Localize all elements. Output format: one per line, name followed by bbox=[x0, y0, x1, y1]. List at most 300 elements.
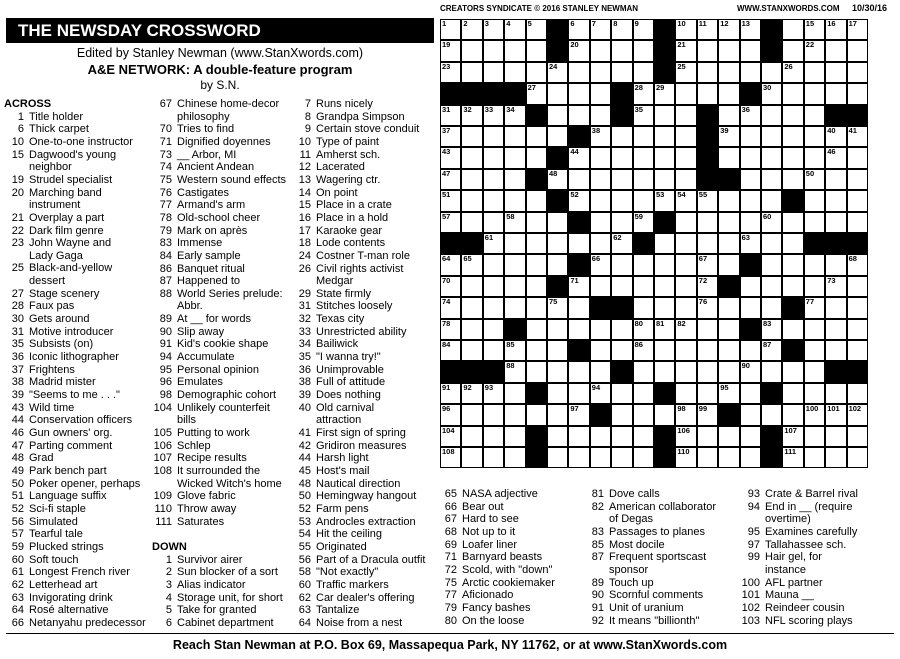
grid-cell[interactable] bbox=[718, 383, 739, 404]
grid-cell[interactable] bbox=[825, 62, 846, 83]
grid-cell[interactable] bbox=[740, 361, 761, 382]
grid-cell[interactable] bbox=[825, 212, 846, 233]
grid-cell[interactable] bbox=[804, 340, 825, 361]
grid-cell[interactable] bbox=[633, 169, 654, 190]
grid-cell[interactable] bbox=[825, 276, 846, 297]
grid-cell[interactable] bbox=[825, 190, 846, 211]
grid-cell[interactable] bbox=[761, 361, 782, 382]
grid-cell[interactable] bbox=[782, 447, 803, 468]
grid-cell[interactable] bbox=[847, 190, 868, 211]
grid-cell[interactable] bbox=[804, 19, 825, 40]
grid-cell[interactable] bbox=[847, 62, 868, 83]
grid-cell[interactable] bbox=[847, 426, 868, 447]
grid-cell[interactable] bbox=[461, 126, 482, 147]
grid-cell[interactable] bbox=[440, 212, 461, 233]
grid-cell[interactable] bbox=[740, 276, 761, 297]
grid-cell[interactable] bbox=[654, 404, 675, 425]
grid-cell[interactable] bbox=[697, 233, 718, 254]
grid-cell[interactable] bbox=[590, 40, 611, 61]
grid-cell[interactable] bbox=[804, 319, 825, 340]
grid-cell[interactable] bbox=[504, 147, 525, 168]
grid-cell[interactable] bbox=[568, 276, 589, 297]
grid-cell[interactable] bbox=[740, 447, 761, 468]
grid-cell[interactable] bbox=[547, 62, 568, 83]
grid-cell[interactable] bbox=[654, 105, 675, 126]
grid-cell[interactable] bbox=[461, 254, 482, 275]
grid-cell[interactable] bbox=[675, 319, 696, 340]
grid-cell[interactable] bbox=[697, 62, 718, 83]
grid-cell[interactable] bbox=[804, 361, 825, 382]
grid-cell[interactable] bbox=[526, 340, 547, 361]
grid-cell[interactable] bbox=[697, 383, 718, 404]
grid-cell[interactable] bbox=[675, 83, 696, 104]
grid-cell[interactable] bbox=[782, 404, 803, 425]
grid-cell[interactable] bbox=[675, 126, 696, 147]
grid-cell[interactable] bbox=[782, 254, 803, 275]
grid-cell[interactable] bbox=[654, 297, 675, 318]
grid-cell[interactable] bbox=[633, 83, 654, 104]
grid-cell[interactable] bbox=[590, 62, 611, 83]
grid-cell[interactable] bbox=[740, 19, 761, 40]
grid-cell[interactable] bbox=[847, 83, 868, 104]
grid-cell[interactable] bbox=[547, 169, 568, 190]
grid-cell[interactable] bbox=[568, 147, 589, 168]
grid-cell[interactable] bbox=[825, 147, 846, 168]
grid-cell[interactable] bbox=[611, 212, 632, 233]
grid-cell[interactable] bbox=[590, 83, 611, 104]
grid-cell[interactable] bbox=[825, 169, 846, 190]
grid-cell[interactable] bbox=[483, 319, 504, 340]
grid-cell[interactable] bbox=[526, 126, 547, 147]
grid-cell[interactable] bbox=[697, 447, 718, 468]
grid-cell[interactable] bbox=[504, 105, 525, 126]
grid-cell[interactable] bbox=[740, 40, 761, 61]
grid-cell[interactable] bbox=[697, 319, 718, 340]
grid-cell[interactable] bbox=[483, 233, 504, 254]
grid-cell[interactable] bbox=[782, 361, 803, 382]
grid-cell[interactable] bbox=[804, 169, 825, 190]
grid-cell[interactable] bbox=[568, 190, 589, 211]
grid-cell[interactable] bbox=[740, 233, 761, 254]
grid-cell[interactable] bbox=[740, 147, 761, 168]
grid-cell[interactable] bbox=[697, 19, 718, 40]
grid-cell[interactable] bbox=[697, 361, 718, 382]
grid-cell[interactable] bbox=[590, 233, 611, 254]
grid-cell[interactable] bbox=[611, 340, 632, 361]
grid-cell[interactable] bbox=[504, 361, 525, 382]
grid-cell[interactable] bbox=[718, 233, 739, 254]
grid-cell[interactable] bbox=[633, 40, 654, 61]
grid-cell[interactable] bbox=[504, 40, 525, 61]
grid-cell[interactable] bbox=[633, 404, 654, 425]
grid-cell[interactable] bbox=[461, 105, 482, 126]
grid-cell[interactable] bbox=[440, 404, 461, 425]
grid-cell[interactable] bbox=[547, 426, 568, 447]
grid-cell[interactable] bbox=[804, 62, 825, 83]
grid-cell[interactable] bbox=[761, 233, 782, 254]
grid-cell[interactable] bbox=[825, 126, 846, 147]
grid-cell[interactable] bbox=[697, 276, 718, 297]
grid-cell[interactable] bbox=[547, 447, 568, 468]
grid-cell[interactable] bbox=[483, 190, 504, 211]
grid-cell[interactable] bbox=[654, 340, 675, 361]
grid-cell[interactable] bbox=[461, 340, 482, 361]
grid-cell[interactable] bbox=[718, 212, 739, 233]
grid-cell[interactable] bbox=[526, 361, 547, 382]
grid-cell[interactable] bbox=[547, 212, 568, 233]
grid-cell[interactable] bbox=[483, 297, 504, 318]
grid-cell[interactable] bbox=[718, 19, 739, 40]
grid-cell[interactable] bbox=[825, 19, 846, 40]
grid-cell[interactable] bbox=[504, 404, 525, 425]
grid-cell[interactable] bbox=[718, 297, 739, 318]
grid-cell[interactable] bbox=[847, 297, 868, 318]
grid-cell[interactable] bbox=[740, 340, 761, 361]
grid-cell[interactable] bbox=[675, 447, 696, 468]
grid-cell[interactable] bbox=[718, 254, 739, 275]
grid-cell[interactable] bbox=[633, 62, 654, 83]
grid-cell[interactable] bbox=[825, 404, 846, 425]
grid-cell[interactable] bbox=[675, 62, 696, 83]
grid-cell[interactable] bbox=[461, 190, 482, 211]
grid-cell[interactable] bbox=[825, 426, 846, 447]
grid-cell[interactable] bbox=[633, 297, 654, 318]
grid-cell[interactable] bbox=[568, 83, 589, 104]
grid-cell[interactable] bbox=[804, 276, 825, 297]
grid-cell[interactable] bbox=[483, 105, 504, 126]
grid-cell[interactable] bbox=[461, 383, 482, 404]
grid-cell[interactable] bbox=[440, 190, 461, 211]
grid-cell[interactable] bbox=[804, 447, 825, 468]
grid-cell[interactable] bbox=[804, 212, 825, 233]
grid-cell[interactable] bbox=[761, 340, 782, 361]
grid-cell[interactable] bbox=[483, 276, 504, 297]
grid-cell[interactable] bbox=[761, 404, 782, 425]
grid-cell[interactable] bbox=[568, 233, 589, 254]
grid-cell[interactable] bbox=[590, 190, 611, 211]
grid-cell[interactable] bbox=[590, 254, 611, 275]
grid-cell[interactable] bbox=[782, 233, 803, 254]
grid-cell[interactable] bbox=[504, 426, 525, 447]
grid-cell[interactable] bbox=[825, 254, 846, 275]
grid-cell[interactable] bbox=[611, 19, 632, 40]
grid-cell[interactable] bbox=[440, 40, 461, 61]
grid-cell[interactable] bbox=[847, 40, 868, 61]
grid-cell[interactable] bbox=[675, 383, 696, 404]
grid-cell[interactable] bbox=[654, 233, 675, 254]
grid-cell[interactable] bbox=[740, 105, 761, 126]
grid-cell[interactable] bbox=[633, 340, 654, 361]
grid-cell[interactable] bbox=[633, 319, 654, 340]
grid-cell[interactable] bbox=[740, 297, 761, 318]
grid-cell[interactable] bbox=[804, 254, 825, 275]
grid-cell[interactable] bbox=[654, 319, 675, 340]
grid-cell[interactable] bbox=[440, 254, 461, 275]
grid-cell[interactable] bbox=[675, 404, 696, 425]
grid-cell[interactable] bbox=[483, 147, 504, 168]
grid-cell[interactable] bbox=[504, 169, 525, 190]
grid-cell[interactable] bbox=[718, 340, 739, 361]
grid-cell[interactable] bbox=[483, 126, 504, 147]
grid-cell[interactable] bbox=[740, 426, 761, 447]
grid-cell[interactable] bbox=[526, 404, 547, 425]
grid-cell[interactable] bbox=[590, 276, 611, 297]
grid-cell[interactable] bbox=[782, 276, 803, 297]
grid-cell[interactable] bbox=[633, 212, 654, 233]
grid-cell[interactable] bbox=[761, 254, 782, 275]
grid-cell[interactable] bbox=[675, 147, 696, 168]
grid-cell[interactable] bbox=[782, 19, 803, 40]
grid-cell[interactable] bbox=[461, 212, 482, 233]
grid-cell[interactable] bbox=[440, 426, 461, 447]
grid-cell[interactable] bbox=[568, 105, 589, 126]
grid-cell[interactable] bbox=[697, 254, 718, 275]
grid-cell[interactable] bbox=[804, 383, 825, 404]
grid-cell[interactable] bbox=[568, 383, 589, 404]
grid-cell[interactable] bbox=[654, 361, 675, 382]
grid-cell[interactable] bbox=[440, 447, 461, 468]
grid-cell[interactable] bbox=[633, 19, 654, 40]
grid-cell[interactable] bbox=[590, 340, 611, 361]
grid-cell[interactable] bbox=[547, 383, 568, 404]
grid-cell[interactable] bbox=[718, 83, 739, 104]
grid-cell[interactable] bbox=[568, 447, 589, 468]
grid-cell[interactable] bbox=[718, 126, 739, 147]
grid-cell[interactable] bbox=[825, 319, 846, 340]
grid-cell[interactable] bbox=[461, 319, 482, 340]
grid-cell[interactable] bbox=[675, 212, 696, 233]
grid-cell[interactable] bbox=[782, 126, 803, 147]
grid-cell[interactable] bbox=[697, 404, 718, 425]
grid-cell[interactable] bbox=[504, 126, 525, 147]
grid-cell[interactable] bbox=[526, 233, 547, 254]
grid-cell[interactable] bbox=[590, 105, 611, 126]
grid-cell[interactable] bbox=[461, 19, 482, 40]
grid-cell[interactable] bbox=[804, 190, 825, 211]
grid-cell[interactable] bbox=[461, 404, 482, 425]
grid-cell[interactable] bbox=[697, 426, 718, 447]
grid-cell[interactable] bbox=[761, 105, 782, 126]
grid-cell[interactable] bbox=[654, 147, 675, 168]
grid-cell[interactable] bbox=[782, 383, 803, 404]
grid-cell[interactable] bbox=[847, 276, 868, 297]
grid-cell[interactable] bbox=[825, 447, 846, 468]
grid-cell[interactable] bbox=[847, 254, 868, 275]
grid-cell[interactable] bbox=[526, 190, 547, 211]
grid-cell[interactable] bbox=[461, 40, 482, 61]
grid-cell[interactable] bbox=[633, 361, 654, 382]
grid-cell[interactable] bbox=[718, 105, 739, 126]
grid-cell[interactable] bbox=[611, 276, 632, 297]
grid-cell[interactable] bbox=[697, 83, 718, 104]
grid-cell[interactable] bbox=[504, 276, 525, 297]
grid-cell[interactable] bbox=[590, 212, 611, 233]
grid-cell[interactable] bbox=[590, 361, 611, 382]
grid-cell[interactable] bbox=[440, 297, 461, 318]
grid-cell[interactable] bbox=[782, 83, 803, 104]
grid-cell[interactable] bbox=[761, 190, 782, 211]
grid-cell[interactable] bbox=[547, 361, 568, 382]
grid-cell[interactable] bbox=[547, 83, 568, 104]
grid-cell[interactable] bbox=[547, 404, 568, 425]
grid-cell[interactable] bbox=[654, 83, 675, 104]
grid-cell[interactable] bbox=[633, 383, 654, 404]
grid-cell[interactable] bbox=[847, 340, 868, 361]
grid-cell[interactable] bbox=[568, 319, 589, 340]
grid-cell[interactable] bbox=[483, 169, 504, 190]
grid-cell[interactable] bbox=[568, 169, 589, 190]
grid-cell[interactable] bbox=[740, 62, 761, 83]
grid-cell[interactable] bbox=[633, 190, 654, 211]
grid-cell[interactable] bbox=[547, 319, 568, 340]
grid-cell[interactable] bbox=[761, 297, 782, 318]
grid-cell[interactable] bbox=[633, 447, 654, 468]
grid-cell[interactable] bbox=[675, 105, 696, 126]
grid-cell[interactable] bbox=[847, 212, 868, 233]
grid-cell[interactable] bbox=[697, 190, 718, 211]
grid-cell[interactable] bbox=[761, 83, 782, 104]
grid-cell[interactable] bbox=[440, 276, 461, 297]
grid-cell[interactable] bbox=[568, 426, 589, 447]
grid-cell[interactable] bbox=[718, 426, 739, 447]
grid-cell[interactable] bbox=[440, 62, 461, 83]
grid-cell[interactable] bbox=[718, 447, 739, 468]
grid-cell[interactable] bbox=[761, 147, 782, 168]
grid-cell[interactable] bbox=[504, 19, 525, 40]
grid-cell[interactable] bbox=[740, 169, 761, 190]
grid-cell[interactable] bbox=[697, 297, 718, 318]
grid-cell[interactable] bbox=[761, 126, 782, 147]
grid-cell[interactable] bbox=[782, 40, 803, 61]
grid-cell[interactable] bbox=[504, 297, 525, 318]
grid-cell[interactable] bbox=[483, 426, 504, 447]
grid-cell[interactable] bbox=[461, 426, 482, 447]
grid-cell[interactable] bbox=[654, 190, 675, 211]
grid-cell[interactable] bbox=[675, 426, 696, 447]
grid-cell[interactable] bbox=[761, 169, 782, 190]
grid-cell[interactable] bbox=[611, 447, 632, 468]
grid-cell[interactable] bbox=[718, 361, 739, 382]
grid-cell[interactable] bbox=[504, 233, 525, 254]
grid-cell[interactable] bbox=[483, 447, 504, 468]
grid-cell[interactable] bbox=[633, 276, 654, 297]
grid-cell[interactable] bbox=[782, 62, 803, 83]
grid-cell[interactable] bbox=[847, 147, 868, 168]
grid-cell[interactable] bbox=[504, 62, 525, 83]
grid-cell[interactable] bbox=[590, 147, 611, 168]
grid-cell[interactable] bbox=[568, 297, 589, 318]
grid-cell[interactable] bbox=[611, 169, 632, 190]
grid-cell[interactable] bbox=[740, 383, 761, 404]
grid-cell[interactable] bbox=[654, 126, 675, 147]
grid-cell[interactable] bbox=[761, 319, 782, 340]
grid-cell[interactable] bbox=[568, 361, 589, 382]
grid-cell[interactable] bbox=[654, 276, 675, 297]
grid-cell[interactable] bbox=[804, 147, 825, 168]
grid-cell[interactable] bbox=[547, 254, 568, 275]
grid-cell[interactable] bbox=[590, 426, 611, 447]
grid-cell[interactable] bbox=[825, 340, 846, 361]
grid-cell[interactable] bbox=[847, 169, 868, 190]
grid-cell[interactable] bbox=[611, 254, 632, 275]
grid-cell[interactable] bbox=[611, 126, 632, 147]
grid-cell[interactable] bbox=[804, 126, 825, 147]
grid-cell[interactable] bbox=[675, 297, 696, 318]
grid-cell[interactable] bbox=[440, 105, 461, 126]
grid-cell[interactable] bbox=[461, 62, 482, 83]
grid-cell[interactable] bbox=[611, 62, 632, 83]
grid-cell[interactable] bbox=[611, 426, 632, 447]
grid-cell[interactable] bbox=[654, 169, 675, 190]
grid-cell[interactable] bbox=[483, 404, 504, 425]
grid-cell[interactable] bbox=[440, 147, 461, 168]
grid-cell[interactable] bbox=[675, 190, 696, 211]
grid-cell[interactable] bbox=[804, 40, 825, 61]
grid-cell[interactable] bbox=[761, 276, 782, 297]
grid-cell[interactable] bbox=[611, 319, 632, 340]
grid-cell[interactable] bbox=[611, 404, 632, 425]
grid-cell[interactable] bbox=[526, 319, 547, 340]
grid-cell[interactable] bbox=[825, 297, 846, 318]
grid-cell[interactable] bbox=[718, 62, 739, 83]
grid-cell[interactable] bbox=[675, 361, 696, 382]
grid-cell[interactable] bbox=[761, 62, 782, 83]
grid-cell[interactable] bbox=[526, 19, 547, 40]
grid-cell[interactable] bbox=[782, 147, 803, 168]
grid-cell[interactable] bbox=[461, 169, 482, 190]
grid-cell[interactable] bbox=[633, 426, 654, 447]
grid-cell[interactable] bbox=[547, 340, 568, 361]
grid-cell[interactable] bbox=[504, 212, 525, 233]
grid-cell[interactable] bbox=[504, 190, 525, 211]
grid-cell[interactable] bbox=[718, 190, 739, 211]
grid-cell[interactable] bbox=[804, 426, 825, 447]
grid-cell[interactable] bbox=[611, 40, 632, 61]
grid-cell[interactable] bbox=[804, 297, 825, 318]
grid-cell[interactable] bbox=[440, 340, 461, 361]
grid-cell[interactable] bbox=[440, 319, 461, 340]
grid-cell[interactable] bbox=[675, 254, 696, 275]
grid-cell[interactable] bbox=[504, 447, 525, 468]
grid-cell[interactable] bbox=[526, 40, 547, 61]
grid-cell[interactable] bbox=[590, 447, 611, 468]
grid-cell[interactable] bbox=[440, 126, 461, 147]
grid-cell[interactable] bbox=[847, 19, 868, 40]
grid-cell[interactable] bbox=[697, 40, 718, 61]
grid-cell[interactable] bbox=[526, 254, 547, 275]
grid-cell[interactable] bbox=[697, 212, 718, 233]
grid-cell[interactable] bbox=[590, 169, 611, 190]
grid-cell[interactable] bbox=[718, 319, 739, 340]
grid-cell[interactable] bbox=[804, 105, 825, 126]
grid-cell[interactable] bbox=[590, 126, 611, 147]
grid-cell[interactable] bbox=[547, 105, 568, 126]
grid-cell[interactable] bbox=[654, 254, 675, 275]
grid-cell[interactable] bbox=[547, 297, 568, 318]
grid-cell[interactable] bbox=[825, 383, 846, 404]
grid-cell[interactable] bbox=[611, 383, 632, 404]
grid-cell[interactable] bbox=[675, 40, 696, 61]
grid-cell[interactable] bbox=[782, 212, 803, 233]
grid-cell[interactable] bbox=[633, 147, 654, 168]
grid-cell[interactable] bbox=[483, 383, 504, 404]
grid-cell[interactable] bbox=[718, 147, 739, 168]
grid-cell[interactable] bbox=[611, 233, 632, 254]
grid-cell[interactable] bbox=[461, 297, 482, 318]
grid-cell[interactable] bbox=[675, 340, 696, 361]
grid-cell[interactable] bbox=[675, 19, 696, 40]
grid-cell[interactable] bbox=[804, 404, 825, 425]
